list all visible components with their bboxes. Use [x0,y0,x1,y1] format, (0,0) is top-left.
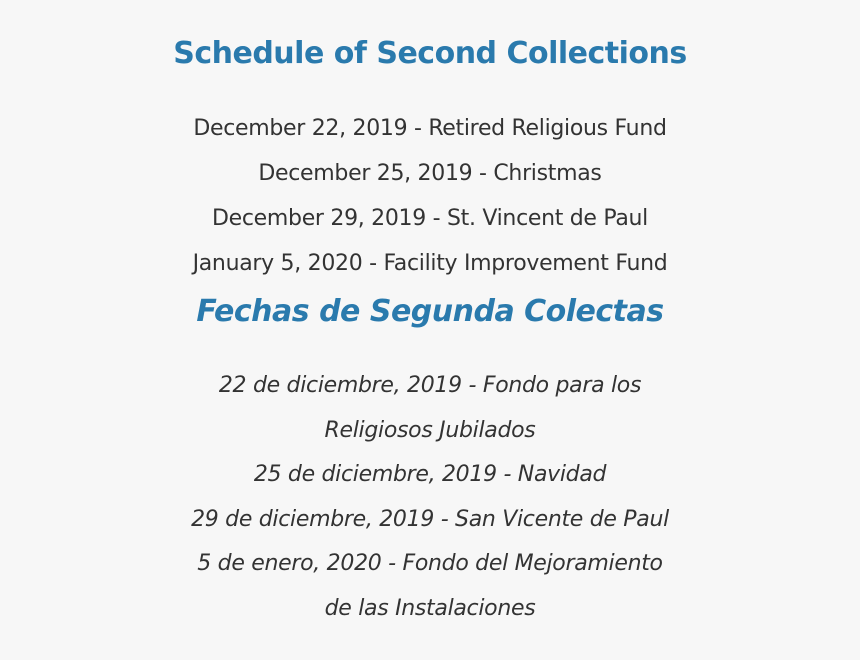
list-item: December 25, 2019 - Christmas [258,161,602,186]
list-item: 25 de diciembre, 2019 - Navidad [253,462,607,488]
spanish-title: Fechas de Segunda Colectas [196,294,664,329]
list-item: December 22, 2019 - Retired Religious Fund [193,116,667,141]
english-title: Schedule of Second Collections [173,36,687,71]
list-item: 5 de enero, 2020 - Fondo del Mejoramiento [197,551,663,577]
list-item: 22 de diciembre, 2019 - Fondo para los [218,373,642,398]
list-item: de las Instalaciones [324,595,536,621]
list-item: December 29, 2019 - St. Vincent de Paul [212,206,648,231]
spanish-collection-list [0,364,860,632]
english-collection-list [0,106,860,286]
list-item: January 5, 2020 - Facility Improvement Fund [192,251,668,276]
list-item: Religiosos Jubilados [324,417,536,443]
list-item: 29 de diciembre, 2019 - San Vicente de Paul [191,506,669,532]
